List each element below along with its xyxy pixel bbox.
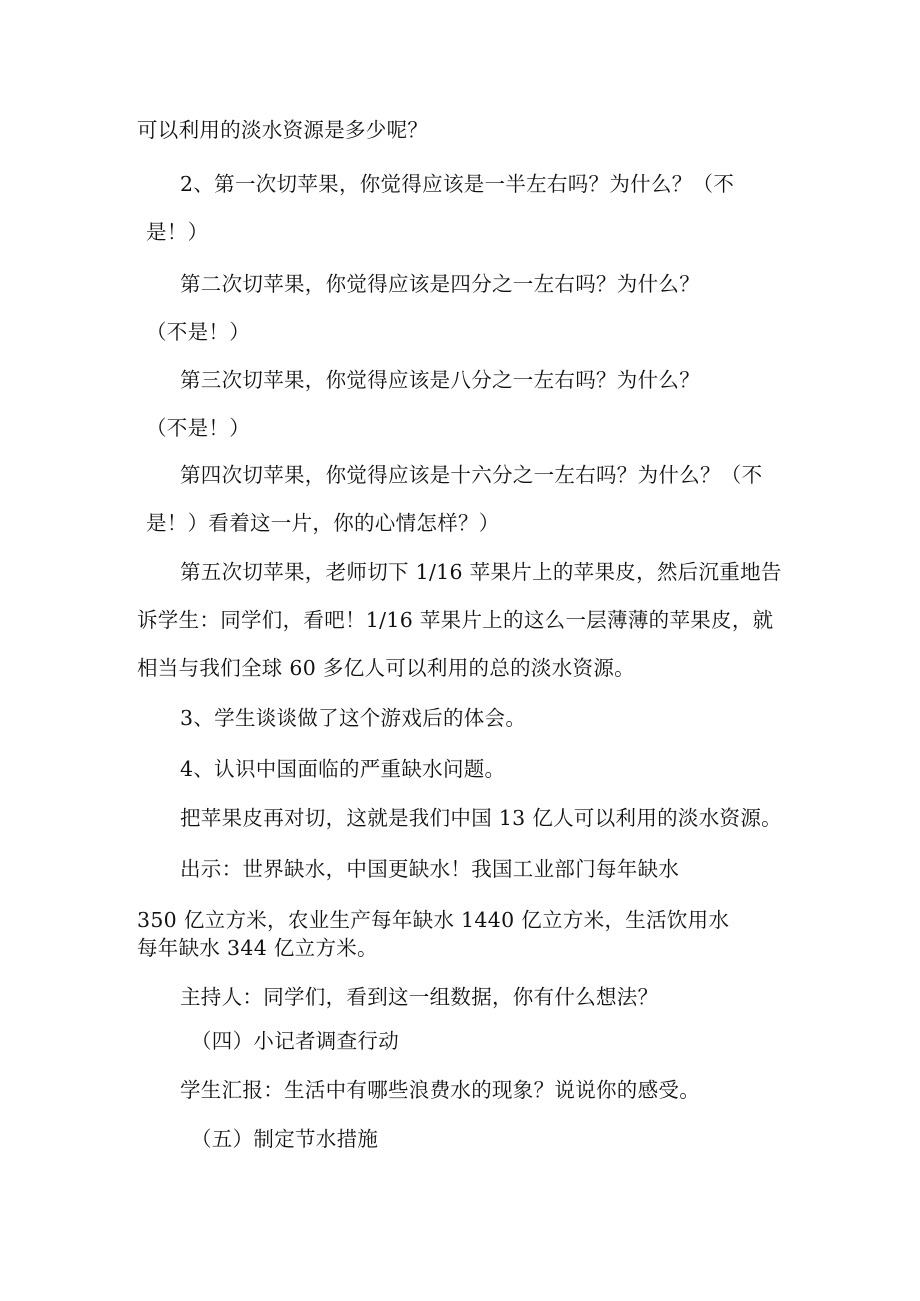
text-line: 第四次切苹果，你觉得应该是十六分之一左右吗？为什么？（不 — [180, 463, 763, 487]
text-line: 是！） — [146, 220, 209, 244]
text-line: 4、认识中国面临的严重缺水问题。 — [180, 757, 506, 781]
text-line: 诉学生：同学们，看吧！1/16 苹果片上的这么一层薄薄的苹果皮，就 — [137, 608, 774, 632]
text-line: 每年缺水 344 亿立方米。 — [137, 936, 378, 960]
text-line: 出示：世界缺水，中国更缺水！我国工业部门每年缺水 — [180, 857, 680, 881]
text-line: 把苹果皮再对切，这就是我们中国 13 亿人可以利用的淡水资源。 — [180, 806, 782, 830]
text-line: （不是！） — [146, 416, 250, 440]
text-line: 相当与我们全球 60 多亿人可以利用的总的淡水资源。 — [137, 656, 635, 680]
section-heading: （四）小记者调查行动 — [191, 1029, 399, 1053]
text-line: 350 亿立方米，农业生产每年缺水 1440 亿立方米，生活饮用水 — [137, 908, 730, 932]
text-line: 第二次切苹果，你觉得应该是四分之一左右吗？为什么？ — [180, 272, 700, 296]
text-line: （不是！） — [146, 320, 250, 344]
text-line: 主持人：同学们，看到这一组数据，你有什么想法？ — [180, 985, 659, 1009]
text-line: 可以利用的淡水资源是多少呢？ — [137, 118, 429, 142]
text-line: 3、学生谈谈做了这个游戏后的体会。 — [180, 706, 527, 730]
text-line: 第五次切苹果，老师切下 1/16 苹果片上的苹果皮，然后沉重地告 — [180, 560, 782, 584]
text-line: 是！）看着这一片，你的心情怎样？） — [146, 511, 500, 535]
section-heading: （五）制定节水措施 — [191, 1127, 379, 1151]
text-line: 学生汇报：生活中有哪些浪费水的现象？说说你的感受。 — [180, 1078, 700, 1102]
text-line: 第三次切苹果，你觉得应该是八分之一左右吗？为什么？ — [180, 368, 700, 392]
text-line: 2、第一次切苹果，你觉得应该是一半左右吗？为什么？（不 — [180, 172, 735, 196]
